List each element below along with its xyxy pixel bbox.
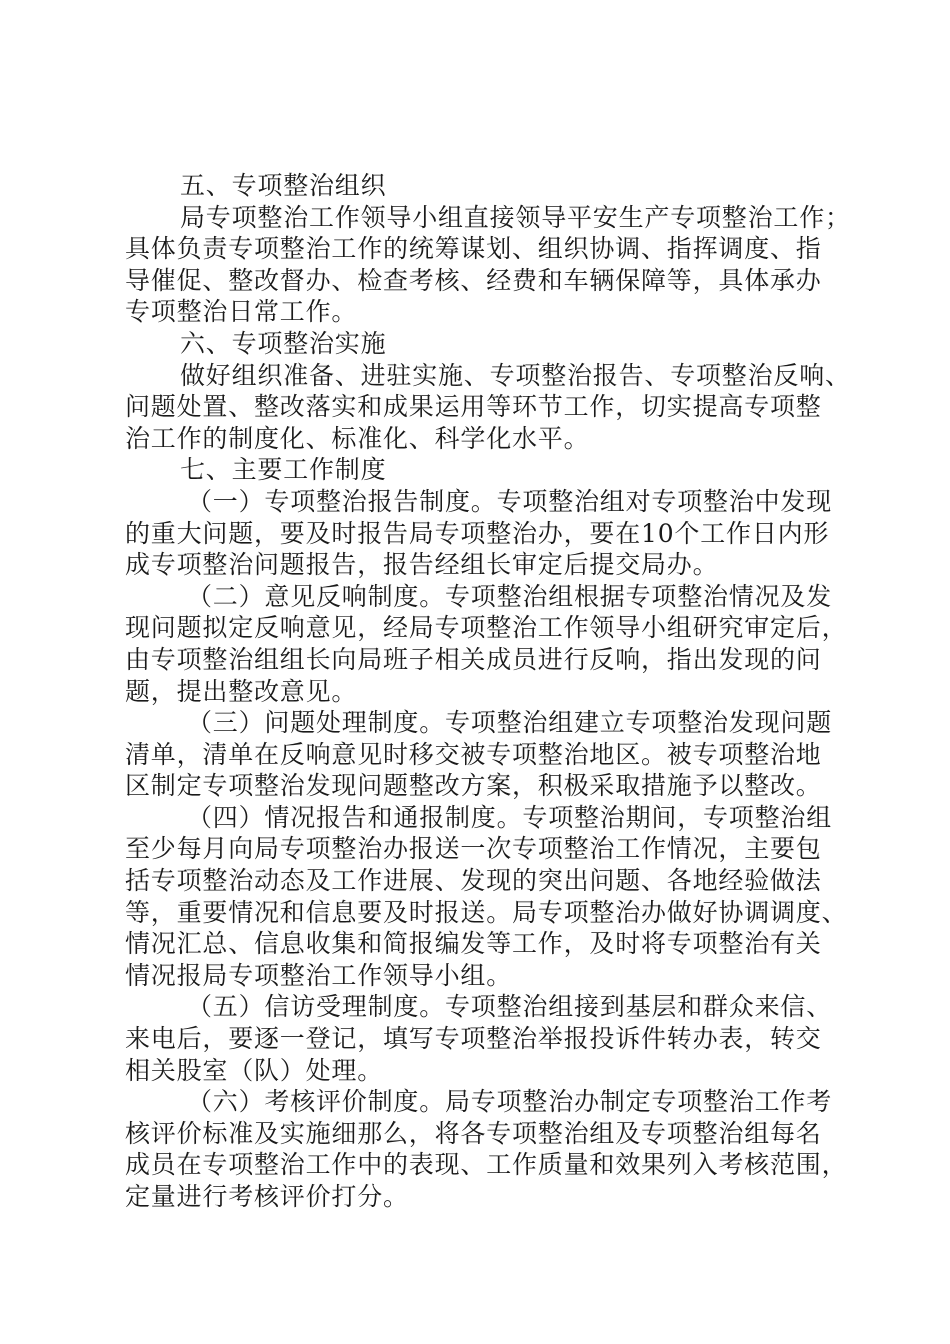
rule-line: 清单，清单在反响意见时移交被专项整治地区。被专项整治地 [125,739,822,769]
rule-line: （一）专项整治报告制度。专项整治组对专项整治中发现 [187,486,833,516]
section-heading: 六、专项整治实施 [180,328,387,358]
rule-line: 题，提出整改意见。 [125,676,358,706]
paragraph-line: 具体负责专项整治工作的统筹谋划、组织协调、指挥调度、指 [125,234,822,264]
rule-line: 成员在专项整治工作中的表现、工作质量和效果列入考核范围， [125,1150,848,1180]
paragraph-line: 专项整治日常工作。 [125,297,358,327]
rule-line: 相关股室（队）处理。 [125,1055,384,1085]
rule-line: （三）问题处理制度。专项整治组建立专项整治发现问题 [187,708,833,738]
rule-line: 由专项整治组组长向局班子相关成员进行反响，指出发现的问 [125,644,822,674]
rule-line: 成专项整治问题报告，报告经组长审定后提交局办。 [125,550,719,580]
rule-line: 核评价标准及实施细那么，将各专项整治组及专项整治组每名 [125,1118,822,1148]
document-body [125,170,851,1213]
paragraph-line: 问题处置、整改落实和成果运用等环节工作，切实提高专项整 [125,392,822,422]
rule-line: （五）信访受理制度。专项整治组接到基层和群众来信、 [187,992,833,1022]
rule-line: 定量进行考核评价打分。 [125,1182,409,1211]
paragraph-line: 局专项整治工作领导小组直接领导平安生产专项整治工作； [180,202,851,232]
rule-line: 来电后，要逐一登记，填写专项整治举报投诉件转办表，转交 [125,1024,822,1054]
rule-line: 括专项整治动态及工作进展、发现的突出问题、各地经验做法 [125,866,822,896]
paragraph-line: 治工作的制度化、标准化、科学化水平。 [125,423,590,453]
section-heading: 五、专项整治组织 [180,171,387,200]
section-heading: 七、主要工作制度 [180,455,387,485]
rule-line: （二）意见反响制度。专项整治组根据专项整治情况及发 [187,581,833,611]
paragraph-line: 做好组织准备、进驻实施、专项整治报告、专项整治反响、 [180,360,851,390]
rule-line: 情况汇总、信息收集和简报编发等工作，及时将专项整治有关 [125,929,822,959]
rule-line: 情况报局专项整治工作领导小组。 [125,960,513,990]
rule-line: 等，重要情况和信息要及时报送。局专项整治办做好协调调度、 [125,897,848,927]
rule-line: 区制定专项整治发现问题整改方案，积极采取措施予以整改。 [125,771,822,801]
paragraph-line: 导催促、整改督办、检查考核、经费和车辆保障等，具体承办 [125,265,822,295]
rule-line: （四）情况报告和通报制度。专项整治期间，专项整治组 [187,802,833,832]
rule-line: 现问题拟定反响意见，经局专项整治工作领导小组研究审定后， [125,613,848,643]
rule-line: 的重大问题，要及时报告局专项整治办，要在10个工作日内形 [125,518,830,548]
rule-line: （六）考核评价制度。局专项整治办制定专项整治工作考 [187,1087,833,1117]
rule-line: 至少每月向局专项整治办报送一次专项整治工作情况，主要包 [125,834,822,864]
